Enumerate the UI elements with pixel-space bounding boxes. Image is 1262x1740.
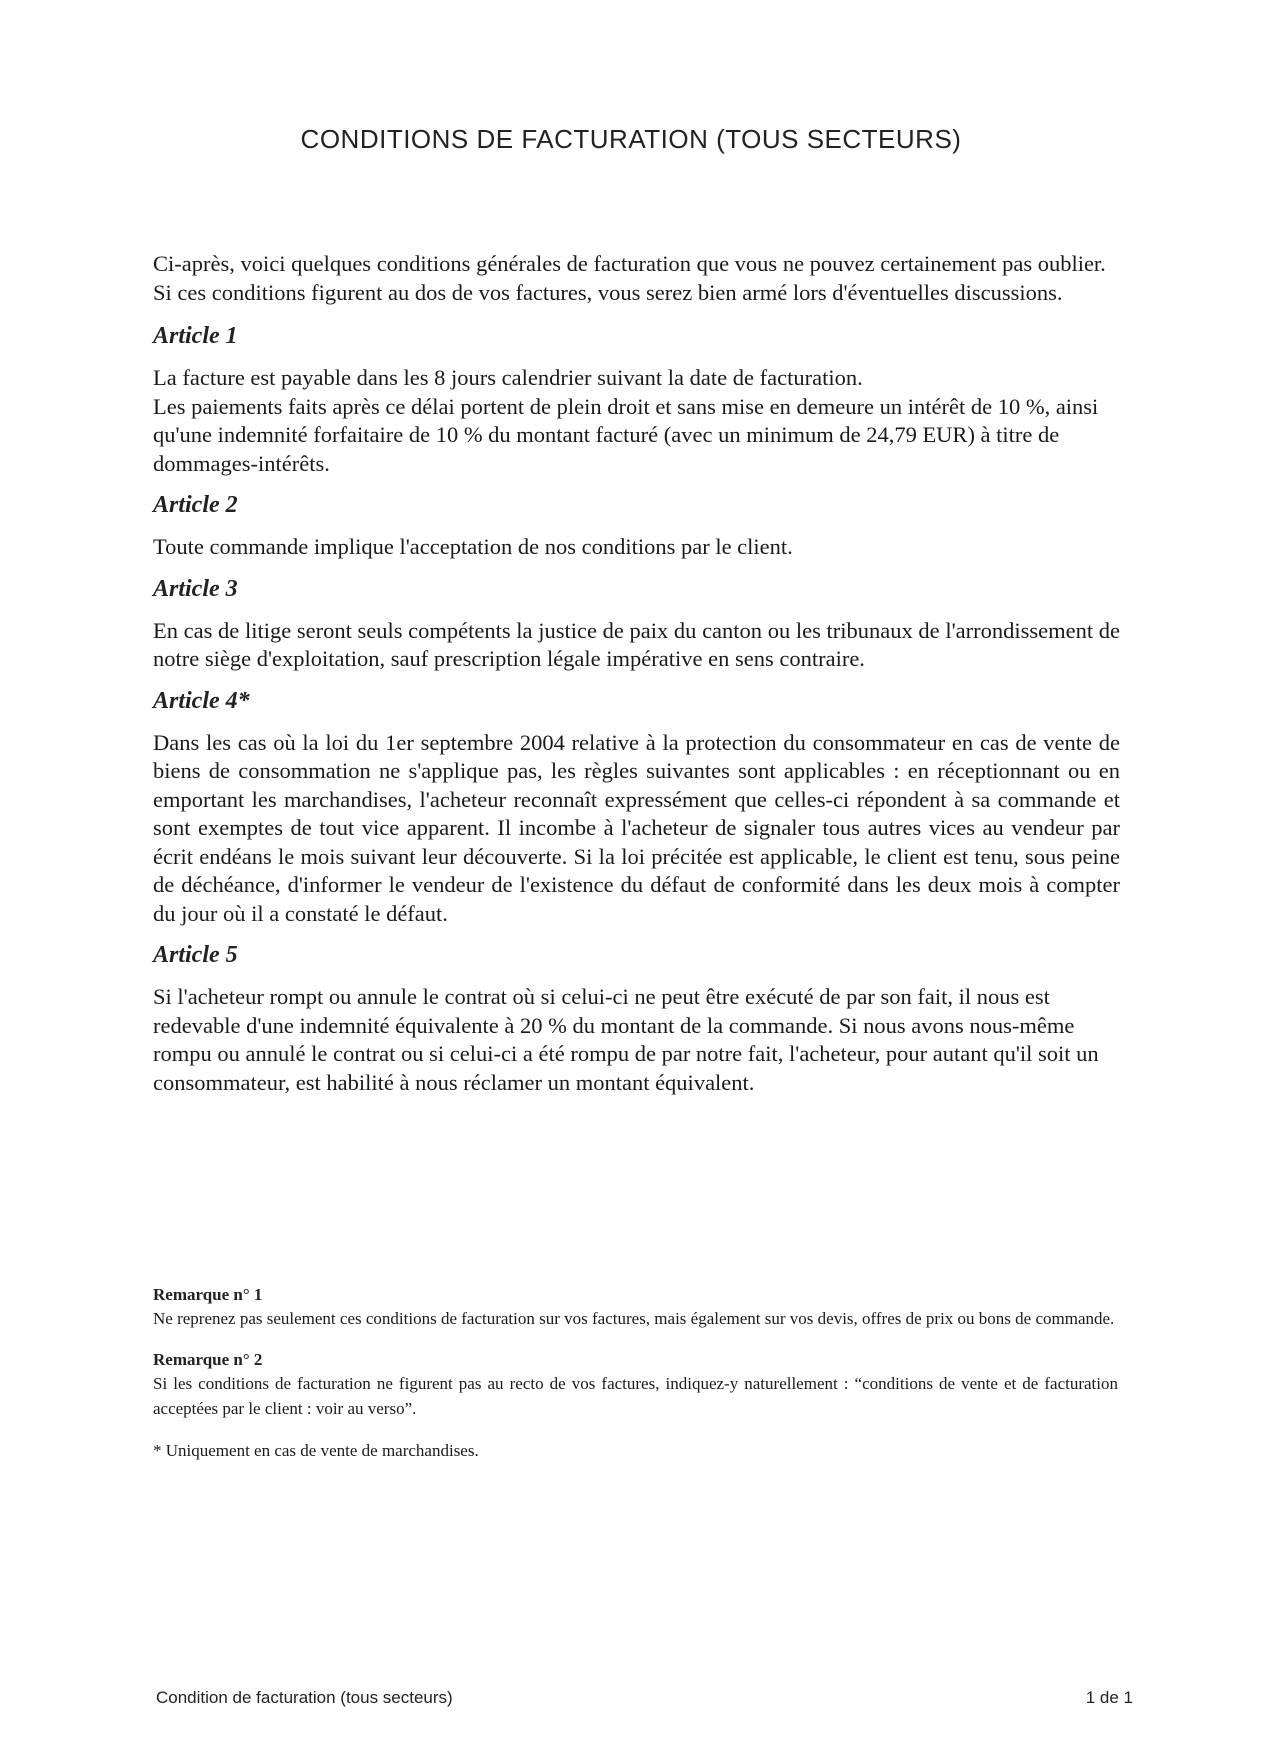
- article-heading: Article 3: [153, 575, 238, 602]
- footer-document-name: Condition de facturation (tous secteurs): [156, 1688, 453, 1707]
- intro-paragraph: Ci-après, voici quelques conditions générales de facturation que vous ne pouvez certainement pas oublier. Si ces conditions figurent au dos de vos factures, vous serez bien armé lors d'éventuelles discussions.: [153, 251, 1106, 305]
- article-3: [153, 574, 1120, 674]
- article-paragraph: Toute commande implique l'acceptation de nos conditions par le client.: [153, 534, 793, 559]
- article-heading: Article 1: [153, 323, 238, 349]
- remark-1: [153, 1284, 1118, 1331]
- article-2: [153, 490, 1120, 562]
- article-paragraph: Les paiements faits après ce délai portent de plein droit et sans mise en demeure un intérêt de 10 %, ainsi qu'une indemnité forfaitaire de 10 % du montant facturé (avec un minimum de 24,79 EUR) à titre de dommages-intérêts.: [153, 393, 1099, 476]
- article-paragraph: Dans les cas où la loi du 1er septembre 2004 relative à la protection du consommateur en cas de vente de biens de consommation ne s'applique pas, les règles suivantes sont applicables : en réceptionnant ou en emportant les marchandises, l'acheteur reconnaît expressément que celles-ci répondent à sa commande et sont exemptes de tout vice apparent. Il incombe à l'acheteur de signaler tous autres vices au vendeur par écrit endéans le mois suivant leur découverte. Si la loi précitée est applicable, le client est tenu, sous peine de déchéance, d'informer le vendeur de l'existence du défaut de conformité dans les deux mois à compter du jour où il a constaté le défaut.: [153, 729, 1120, 926]
- page-title: CONDITIONS DE FACTURATION (TOUS SECTEURS): [300, 124, 962, 154]
- remarks-section: [153, 1284, 1118, 1463]
- remark-text: Ne reprenez pas seulement ces conditions de facturation sur vos factures, mais également sur vos devis, offres de prix ou bons de commande.: [153, 1309, 1115, 1328]
- document-body: [153, 250, 1120, 1109]
- article-4: [153, 686, 1120, 929]
- footnote: * Uniquement en cas de vente de marchandises.: [153, 1441, 479, 1460]
- article-paragraph: Si l'acheteur rompt ou annule le contrat où si celui-ci ne peut être exécuté de par son fait, il nous est redevable d'une indemnité équivalente à 20 % du montant de la commande. Si nous avons nous-même rompu ou annulé le contrat ou si celui-ci a été rompu de par notre fait, l'acheteur, pour autant qu'il soit un consommateur, est habilité à nous réclamer un montant équivalent.: [153, 984, 1099, 1095]
- article-paragraph: En cas de litige seront seuls compétents la justice de paix du canton ou les tribunaux de l'arrondissement de notre siège d'exploitation, sauf prescription légale impérative en sens contraire.: [153, 617, 1120, 671]
- remark-2: [153, 1349, 1118, 1421]
- article-paragraph: La facture est payable dans les 8 jours calendrier suivant la date de facturation.: [153, 365, 863, 390]
- article-1: [153, 321, 1120, 478]
- article-5: [153, 940, 1120, 1097]
- article-heading: Article 4*: [153, 687, 250, 714]
- article-heading: Article 5: [153, 942, 238, 968]
- article-heading: Article 2: [153, 492, 238, 518]
- remark-text: Si les conditions de facturation ne figurent pas au recto de vos factures, indiquez-y naturellement : “conditions de vente et de facturation acceptées par le client : voir au verso”.: [153, 1374, 1118, 1418]
- remark-title: Remarque n° 1: [153, 1285, 263, 1304]
- footer-page-number: 1 de 1: [1085, 1688, 1133, 1707]
- remark-title: Remarque n° 2: [153, 1350, 263, 1369]
